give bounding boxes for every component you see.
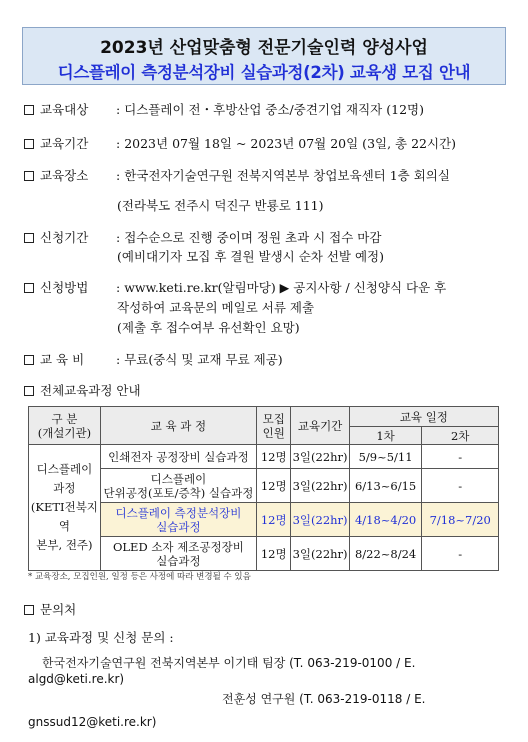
course-name: 디스플레이 측정분석장비 실습과정 — [100, 503, 256, 537]
period: 3일(22hr) — [291, 503, 349, 537]
table-row — [29, 445, 499, 469]
capacity: 12명 — [257, 445, 291, 469]
header-period: 교육기간 — [291, 407, 349, 445]
header-second: 2차 — [422, 427, 499, 445]
second-session: - — [422, 469, 499, 503]
table-section-heading: 전체교육과정 안내 — [24, 381, 141, 399]
period: 3일(22hr) — [291, 445, 349, 469]
first-session: 4/18~4/20 — [349, 503, 422, 537]
item-label: 교 육 비 — [40, 352, 85, 367]
first-session: 5/9~5/11 — [349, 445, 422, 469]
contact-2-email: gnssud12@keti.re.kr) — [28, 715, 157, 729]
header-org: 구 분 (개설기관) — [29, 407, 101, 445]
contact-1-email: algd@keti.re.kr) — [28, 672, 125, 686]
checkbox-icon — [24, 171, 34, 181]
item-label: 신청기간 — [40, 230, 89, 245]
header-first: 1차 — [349, 427, 422, 445]
item-value: 한국전자기술연구원 전북지역본부 창업보육센터 1층 회의실 — [124, 168, 450, 183]
course-name: 디스플레이 단위공정(포토/증착) 실습과정 — [100, 469, 256, 503]
first-session: 6/13~6/15 — [349, 469, 422, 503]
item-fee: 교 육 비 : 무료(중식 및 교재 무료 제공) — [24, 350, 283, 368]
course-name: OLED 소자 제조공정장비 실습과정 — [100, 537, 256, 571]
capacity: 12명 — [257, 503, 291, 537]
item-location: 교육장소 : 한국전자기술연구원 전북지역본부 창업보육센터 1층 회의실 — [24, 166, 450, 184]
checkbox-icon — [24, 105, 34, 115]
inquiry-subheading: 1) 교육과정 및 신청 문의 : — [28, 630, 174, 645]
org-cell: 디스플레이 과정 (KETI전북지역 본부, 전주) — [29, 445, 101, 571]
period: 3일(22hr) — [291, 469, 349, 503]
footnote: * 교육장소, 모집인원, 일정 등은 사정에 따라 변경될 수 있음 — [28, 572, 251, 582]
checkbox-icon — [24, 139, 34, 149]
header-capacity: 모집 인원 — [257, 407, 291, 445]
checkbox-icon — [24, 233, 34, 243]
title-banner — [22, 27, 506, 85]
capacity: 12명 — [257, 537, 291, 571]
item-value: 무료(중식 및 교재 무료 제공) — [124, 352, 283, 367]
item-apply-period-line2: (예비대기자 모집 후 결원 발생시 순차 선발 예정) — [117, 249, 384, 264]
item-apply-period: 신청기간 : 접수순으로 진행 중이며 정원 초과 시 접수 마감 — [24, 228, 381, 246]
title-line-1: 2023년 산업맞춤형 전문기술인력 양성사업 — [100, 38, 428, 58]
item-period: 교육기간 : 2023년 07월 18일 ~ 2023년 07월 20일 (3일, 총 22시간) — [24, 134, 456, 152]
course-table — [28, 406, 499, 571]
header-schedule: 교육 일정 — [349, 407, 498, 427]
header-course: 교 육 과 정 — [100, 407, 256, 445]
course-name: 인쇄전자 공정장비 실습과정 — [100, 445, 256, 469]
capacity: 12명 — [257, 469, 291, 503]
second-session: 7/18~7/20 — [422, 503, 499, 537]
item-value: 접수순으로 진행 중이며 정원 초과 시 접수 마감 — [124, 230, 382, 245]
item-value: www.keti.re.kr(알림마당) ▶ 공지사항 / 신청양식 다운 후 — [124, 280, 447, 295]
item-label: 교육장소 — [40, 168, 89, 183]
checkbox-icon — [24, 355, 34, 365]
first-session: 8/22~8/24 — [349, 537, 422, 571]
item-apply-method-line3: (제출 후 접수여부 유선확인 요망) — [117, 320, 300, 335]
item-label: 신청방법 — [40, 280, 89, 295]
title-line-2: 디스플레이 측정분석장비 실습과정(2차) 교육생 모집 안내 — [57, 63, 471, 82]
item-label: 교육기간 — [40, 136, 89, 151]
item-label: 교육대상 — [40, 102, 89, 117]
checkbox-icon — [24, 386, 34, 396]
checkbox-icon — [24, 283, 34, 293]
period: 3일(22hr) — [291, 537, 349, 571]
item-value: 2023년 07월 18일 ~ 2023년 07월 20일 (3일, 총 22시간) — [124, 136, 457, 151]
contact-1: 한국전자기술연구원 전북지역본부 이기태 팀장 (T. 063-219-0100 / E. — [42, 656, 416, 670]
item-target: 교육대상 : 디스플레이 전・후방산업 중소/중견기업 재직자 (12명) — [24, 100, 424, 118]
checkbox-icon — [24, 605, 34, 615]
item-location-line2: (전라북도 전주시 덕진구 반룡로 111) — [117, 198, 324, 213]
second-session: - — [422, 537, 499, 571]
item-value: 디스플레이 전・후방산업 중소/중견기업 재직자 (12명) — [124, 102, 424, 117]
item-apply-method: 신청방법 : www.keti.re.kr(알림마당) ▶ 공지사항 / 신청양식 다운 후 — [24, 278, 446, 296]
contact-2: 전훈성 연구원 (T. 063-219-0118 / E. — [222, 692, 426, 706]
second-session: - — [422, 445, 499, 469]
inquiry-heading: 문의처 — [24, 600, 76, 618]
item-apply-method-line2: 작성하여 교육문의 메일로 서류 제출 — [117, 300, 315, 315]
